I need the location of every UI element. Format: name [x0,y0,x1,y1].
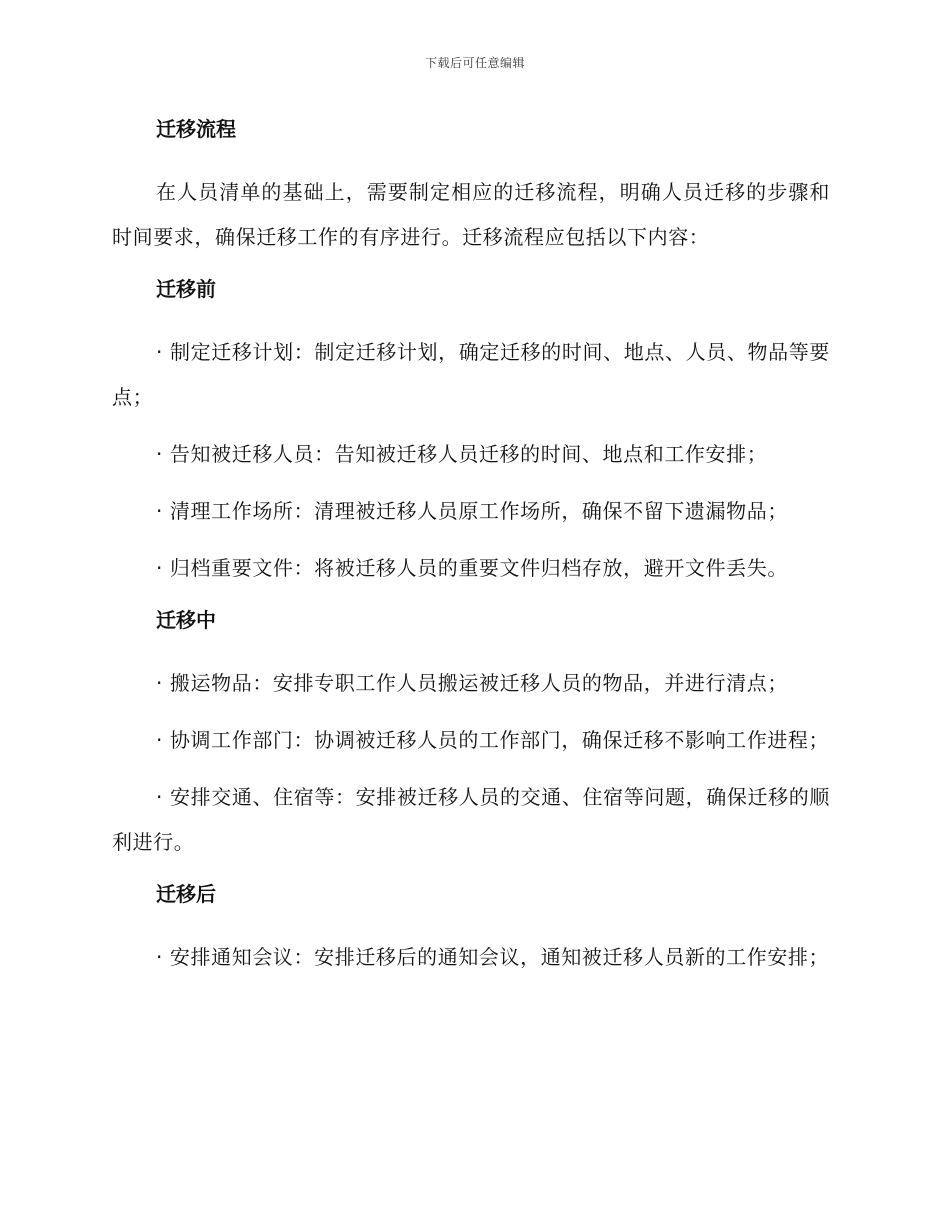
document-body [112,112,830,992]
list-item: · 归档重要文件：将被迁移人员的重要文件归档存放，避开文件丢失。 [156,556,788,580]
list-item: · 安排交通、住宿等：安排被迁移人员的交通、住宿等问题，确保迁移的顺利进行。 [112,785,830,854]
list-item: · 安排通知会议：安排迁移后的通知会议，通知被迁移人员新的工作安排； [156,945,830,969]
section-title-migration-process: 迁移流程 [156,117,236,141]
section-title-after: 迁移后 [156,882,216,906]
section-title-during: 迁移中 [156,608,216,632]
list-item: · 告知被迁移人员：告知被迁移人员迁移的时间、地点和工作安排； [156,442,768,466]
section-title-before: 迁移前 [156,277,216,301]
intro-paragraph: 在人员清单的基础上，需要制定相应的迁移流程，明确人员迁移的步骤和时间要求，确保迁移工作的有序进行。迁移流程应包括以下内容： [112,180,830,249]
list-item: · 清理工作场所：清理被迁移人员原工作场所，确保不留下遗漏物品； [156,499,788,523]
list-item: · 协调工作部门：协调被迁移人员的工作部门，确保迁移不影响工作进程； [156,728,830,752]
list-item: · 制定迁移计划：制定迁移计划，确定迁移的时间、地点、人员、物品等要点； [112,340,830,409]
list-item: · 搬运物品：安排专职工作人员搬运被迁移人员的物品，并进行清点； [156,671,788,695]
page-header-note: 下载后可任意编辑 [424,56,525,70]
